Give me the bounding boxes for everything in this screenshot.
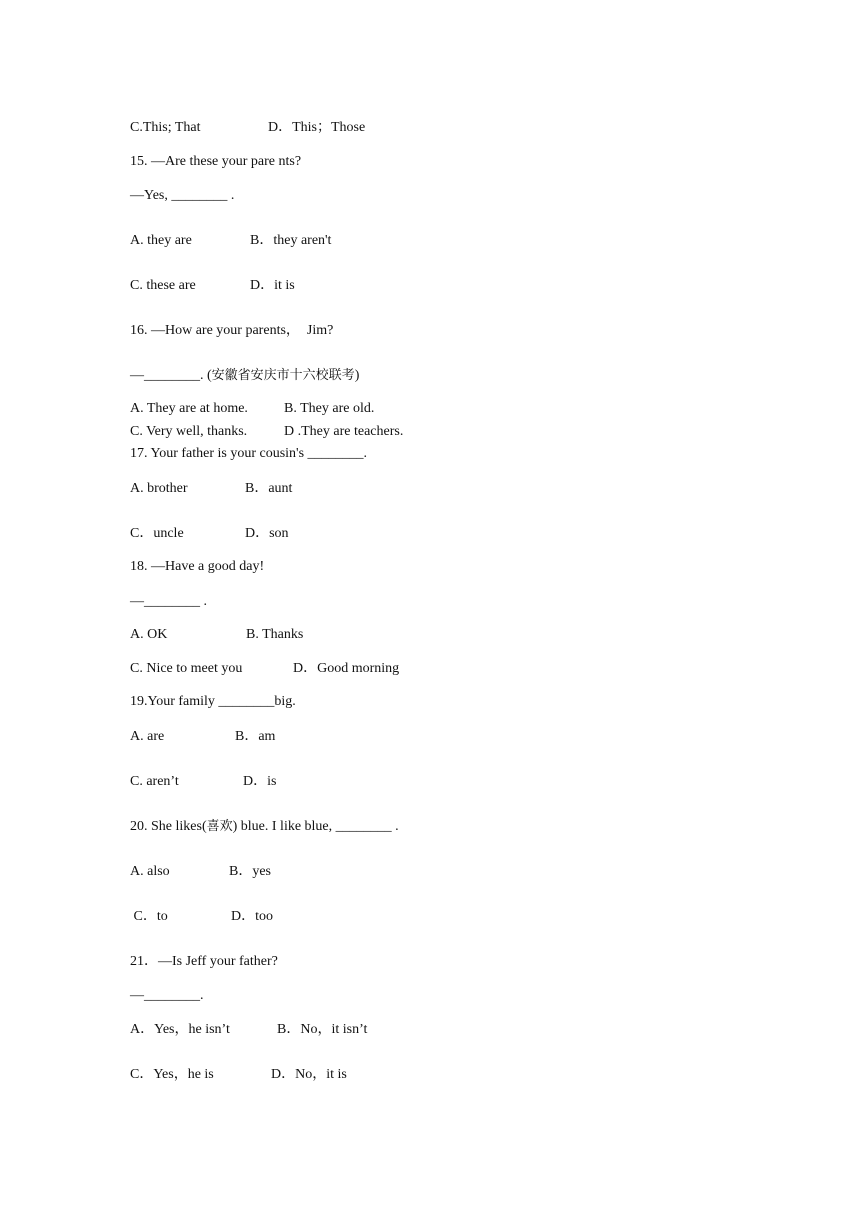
q16-source-close: ) [354, 368, 360, 383]
q16-option-a: A. They are at home. [130, 401, 248, 416]
q16-option-c: C. Very well, thanks. [130, 424, 248, 439]
q17-option-c: C．uncle [130, 526, 184, 541]
q19-option-d: D．is [243, 774, 277, 789]
q16-source-note: 安徽省安庆市十六校联考 [211, 368, 355, 383]
q15-option-d: D．it is [250, 278, 295, 293]
q20-option-c: C．to [130, 909, 168, 924]
q16-option-b: B. They are old. [284, 401, 375, 416]
q19-option-c: C. aren’t [130, 774, 179, 789]
q20-gloss: 喜欢 [206, 819, 233, 834]
q15-option-a: A. they are [130, 233, 192, 248]
q17-question: 17. Your father is your cousin's ________. [130, 446, 368, 461]
q20-option-a: A. also [130, 864, 170, 879]
q17-option-b: B．aunt [245, 481, 293, 496]
q18-option-a: A. OK [130, 627, 168, 642]
q14-option-d: D．This；Those [268, 120, 366, 135]
q20-option-b: B．yes [229, 864, 271, 879]
q16-answer-blank [130, 367, 359, 385]
q15-option-c: C. these are [130, 278, 196, 293]
q18-option-c: C. Nice to meet you [130, 661, 243, 676]
q21-option-a: A．Yes，he isn’t [130, 1022, 230, 1037]
q21-option-b: B．No，it isn’t [277, 1022, 368, 1037]
q20-text-start: 20. She likes( [130, 819, 207, 834]
q17-option-d: D．son [245, 526, 289, 541]
q16-option-d: D .They are teachers. [284, 424, 404, 439]
q18-answer-blank: —________ . [130, 594, 207, 609]
q20-question [130, 818, 399, 836]
q18-option-d: D．Good morning [293, 661, 400, 676]
q16-answer-text: —________. ( [130, 368, 212, 383]
q17-option-a: A. brother [130, 481, 188, 496]
q19-question: 19.Your family ________big. [130, 694, 296, 709]
q15-option-b: B．they aren't [250, 233, 332, 248]
q19-option-b: B．am [235, 729, 276, 744]
q18-question: 18. —Have a good day! [130, 559, 265, 574]
q21-answer-blank: —________. [130, 988, 204, 1003]
q20-option-d: D．too [231, 909, 273, 924]
q19-option-a: A. are [130, 729, 165, 744]
q15-question: 15. —Are these your pare nts? [130, 154, 302, 169]
q16-question: 16. —How are your parents， Jim? [130, 323, 334, 338]
q21-option-c: C．Yes，he is [130, 1067, 214, 1082]
q21-option-d: D．No，it is [271, 1067, 347, 1082]
q21-question: 21．—Is Jeff your father? [130, 954, 278, 969]
q20-text-end: ) blue. I like blue, ________ . [232, 819, 399, 834]
q14-option-c: C.This; That [130, 120, 201, 135]
q15-answer-blank: —Yes, ________ . [130, 188, 235, 203]
q18-option-b: B. Thanks [246, 627, 304, 642]
